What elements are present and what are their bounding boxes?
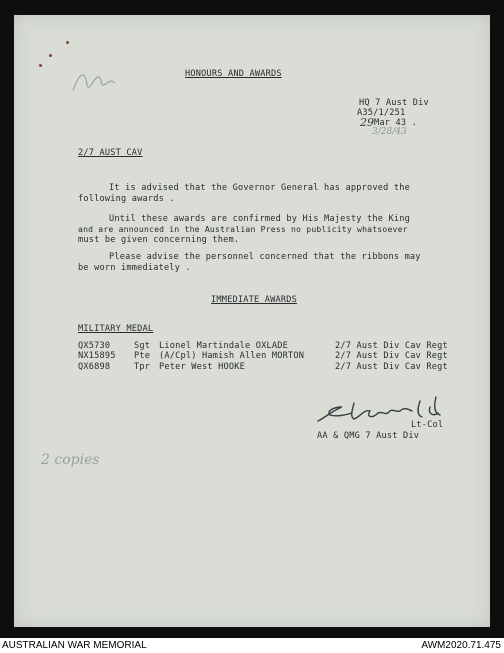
institution-caption: AUSTRALIAN WAR MEMORIAL (2, 640, 147, 651)
unit: 2/7 Aust Div Cav Regt (335, 362, 448, 372)
paragraph-2-line-3: must be given concerning them. (78, 235, 240, 245)
rank: Tpr (134, 362, 151, 372)
initials-scribble (69, 63, 117, 97)
paragraph-2-line-1: Until these awards are confirmed by His Majesty the King (109, 214, 410, 224)
award-heading: MILITARY MEDAL (78, 324, 154, 334)
pencil-note: 2 copies (41, 452, 100, 468)
rank: Sgt (134, 341, 151, 351)
rank: Pte (134, 351, 151, 361)
recipient-name: (A/Cpl) Hamish Allen MORTON (159, 351, 305, 361)
recipient-name: Lionel Martindale OXLADE (159, 341, 288, 351)
paragraph-2-line-2: and are announced in the Australian Press no publicity whatsoever (78, 224, 408, 234)
paragraph-3-line-2: be worn immediately . (78, 263, 191, 273)
signatory-rank: Lt-Col (411, 420, 444, 430)
hq-date: Mar 43 . (374, 118, 417, 128)
staple-mark (49, 54, 52, 57)
handwritten-day: 29 (360, 116, 374, 129)
unit: 2/7 Aust Div Cav Regt (335, 351, 448, 361)
service-number: NX15895 (78, 351, 116, 361)
recipient-name: Peter West HOOKE (159, 362, 245, 372)
document-heading: HONOURS AND AWARDS (185, 69, 282, 79)
addressee: 2/7 AUST CAV (78, 148, 143, 158)
staple-mark (66, 41, 69, 44)
paragraph-1-line-1: It is advised that the Governor General has approved the (109, 183, 410, 193)
signatory-appointment: AA & QMG 7 Aust Div (317, 431, 420, 441)
section-heading: IMMEDIATE AWARDS (211, 295, 297, 305)
paragraph-3-line-1: Please advise the personnel concerned that the ribbons may (109, 252, 421, 262)
handwritten-reference: 3/28/43 (372, 127, 407, 137)
staple-mark (39, 64, 42, 67)
hq-line-1: HQ 7 Aust Div (359, 98, 429, 108)
paragraph-1-line-2: following awards . (78, 194, 175, 204)
hq-line-2: A35/1/251 (357, 108, 406, 118)
service-number: QX6898 (78, 362, 111, 372)
document-page (14, 15, 490, 627)
unit: 2/7 Aust Div Cav Regt (335, 341, 448, 351)
service-number: QX5730 (78, 341, 111, 351)
accession-number: AWM2020.71.475 (421, 640, 501, 651)
